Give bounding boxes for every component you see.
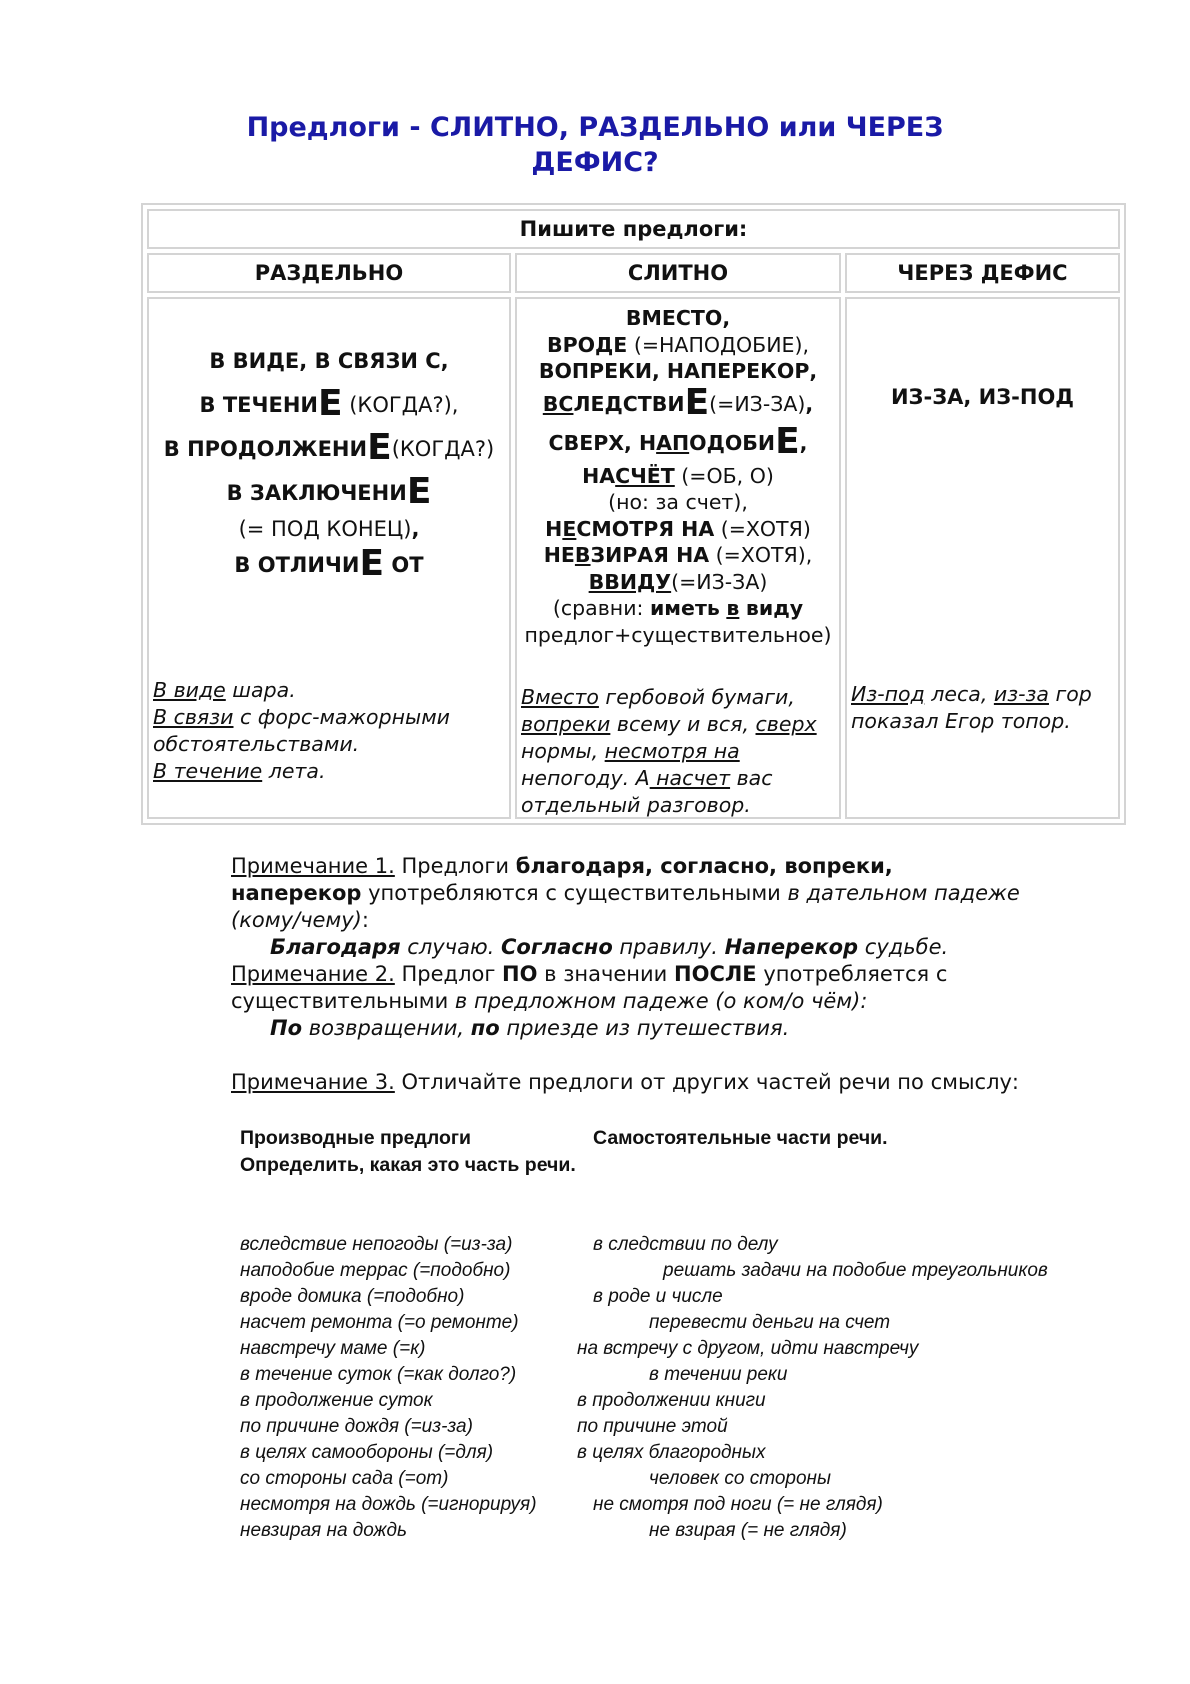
rule-line: В ТЕЧЕНИЕ (КОГДА?), [199,383,459,424]
list-left-header: Производные предлоги Определить, какая это часть речи. [240,1127,576,1176]
list-item: в продолжении книги [577,1390,766,1411]
list-item: в целях самообороны (=для) [240,1442,494,1463]
list-item: несмотря на дождь (=игнорируя) [240,1494,537,1515]
list-item: вследствие непогоды (=из-за) [240,1234,513,1255]
list-item: насчет ремонта (=о ремонте) [240,1312,519,1333]
cell-together [515,297,841,819]
list-item: не взирая (= не глядя) [649,1520,847,1541]
note-label: Примечание 1. [231,854,395,878]
list-item: в целях благородных [577,1442,766,1463]
rule-line: НЕВЗИРАЯ НА (=ХОТЯ), [543,543,813,567]
example-line: Из-под леса, из-за гор [851,682,1092,706]
rule-line: ВСЛЕДСТВИЕ(=ИЗ-ЗА), [542,381,814,423]
list-item: перевести деньги на счет [649,1312,891,1333]
examples-hyphen [851,681,1092,735]
rule-line: ВРОДЕ (=НАПОДОБИЕ), [546,332,810,357]
rule-line: ВМЕСТО, [625,306,731,330]
note-label: Примечание 3. [231,1070,395,1094]
rule-line: В ОТЛИЧИЕ ОТ [234,543,424,584]
example-line: В связи с форс-мажорными [153,705,450,729]
page-title [0,110,1190,180]
note-2: Примечание 2. Предлог ПО в значении ПОСЛЕ употребляется с существительными в предложном падеже (о ком/о чём): [231,962,948,1013]
rule-line: предлог+существительное) [524,622,832,647]
list-item: человек со стороны [649,1468,831,1489]
list-item: навстречу маме (=к) [240,1338,426,1359]
example-line: отдельный разговор. [521,793,751,817]
example-line: обстоятельствами. [153,732,360,756]
note-1: Примечание 1. Предлоги благодаря, согласно, вопреки, наперекор употребляются с существительными в дательном падеже (кому/чему): [231,854,1020,932]
list-item: со стороны сада (=от) [240,1468,449,1489]
rule-line: (= ПОД КОНЕЦ), [238,517,420,541]
list-item: по причине этой [577,1416,728,1437]
example-line: В виде шара. [153,678,296,702]
rule-line: НАСЧЁТ (=ОБ, О) [582,463,774,488]
list-item: не смотря под ноги (= не глядя) [593,1494,883,1515]
header-separately: РАЗДЕЛЬНО [147,253,511,293]
list-item: на встречу с другом, идти навстречу [577,1338,919,1359]
list-item: в течение суток (=как долго?) [240,1364,517,1385]
example-line: вопреки всему и вся, сверх [521,712,817,736]
list-right-header: Самостоятельные части речи. [593,1127,888,1149]
example-line: В течение лета. [153,759,326,783]
title-line-1: Предлоги - СЛИТНО, РАЗДЕЛЬНО или ЧЕРЕЗ [246,112,944,143]
title-line-2: ДЕФИС? [531,147,659,178]
list-item: по причине дождя (=из-за) [240,1416,473,1437]
note-2-example: По возвращении, по приезде из путешествия. [270,1016,790,1040]
example-line: Вместо гербовой бумаги, [521,685,795,709]
note-1-example: Благодаря случаю. Согласно правилу. Наперекор судьбе. [270,935,949,959]
list-item: решать задачи на подобие треугольников [663,1260,1048,1281]
notes-section [231,853,1111,1096]
list-item: невзирая на дождь [240,1520,408,1541]
example-line: непогоду. А насчет вас [521,766,773,790]
example-line: нормы, несмотря на [521,739,740,763]
independent-words-list [577,1232,1048,1544]
rule-line: ВВИДУ(=ИЗ-ЗА) [588,569,768,594]
header-hyphen: ЧЕРЕЗ ДЕФИС [845,253,1120,293]
cell-hyphen [845,297,1120,819]
derived-prepositions-list [240,1232,537,1544]
rule-line: (сравни: иметь в виду [552,596,804,620]
list-item: в течении реки [649,1364,788,1385]
list-item: вроде домика (=подобно) [240,1286,465,1307]
examples-together [521,684,817,819]
list-item: в продолжение суток [240,1390,433,1411]
table-caption: Пишите предлоги: [147,209,1120,249]
header-together: СЛИТНО [515,253,841,293]
list-item: в следствии по делу [593,1234,778,1255]
list-item: наподобие террас (=подобно) [240,1260,511,1281]
prepositions-table [141,203,1126,825]
rule-line: СВЕРХ, НАПОДОБИЕ, [548,420,808,462]
example-line: показал Егор топор. [851,709,1071,733]
rule-line: (но: за счет), [608,490,748,514]
rule-line: ВОПРЕКИ, НАПЕРЕКОР, [538,359,818,383]
rule-line: В ВИДЕ, В СВЯЗИ С, [209,349,449,373]
rule-line: НЕСМОТРЯ НА (=ХОТЯ) [545,516,811,541]
rule-line: В ПРОДОЛЖЕНИЕ(КОГДА?) [163,427,495,468]
examples-separately [153,677,450,785]
rule-line: В ЗАКЛЮЧЕНИЕ [226,471,432,512]
note-3: Примечание 3. Отличайте предлоги от других частей речи по смыслу: [231,1070,1020,1094]
cell-separately [147,297,511,819]
list-item: в роде и числе [593,1286,723,1307]
note-label: Примечание 2. [231,962,395,986]
rule-line: ИЗ-ЗА, ИЗ-ПОД [890,385,1074,409]
